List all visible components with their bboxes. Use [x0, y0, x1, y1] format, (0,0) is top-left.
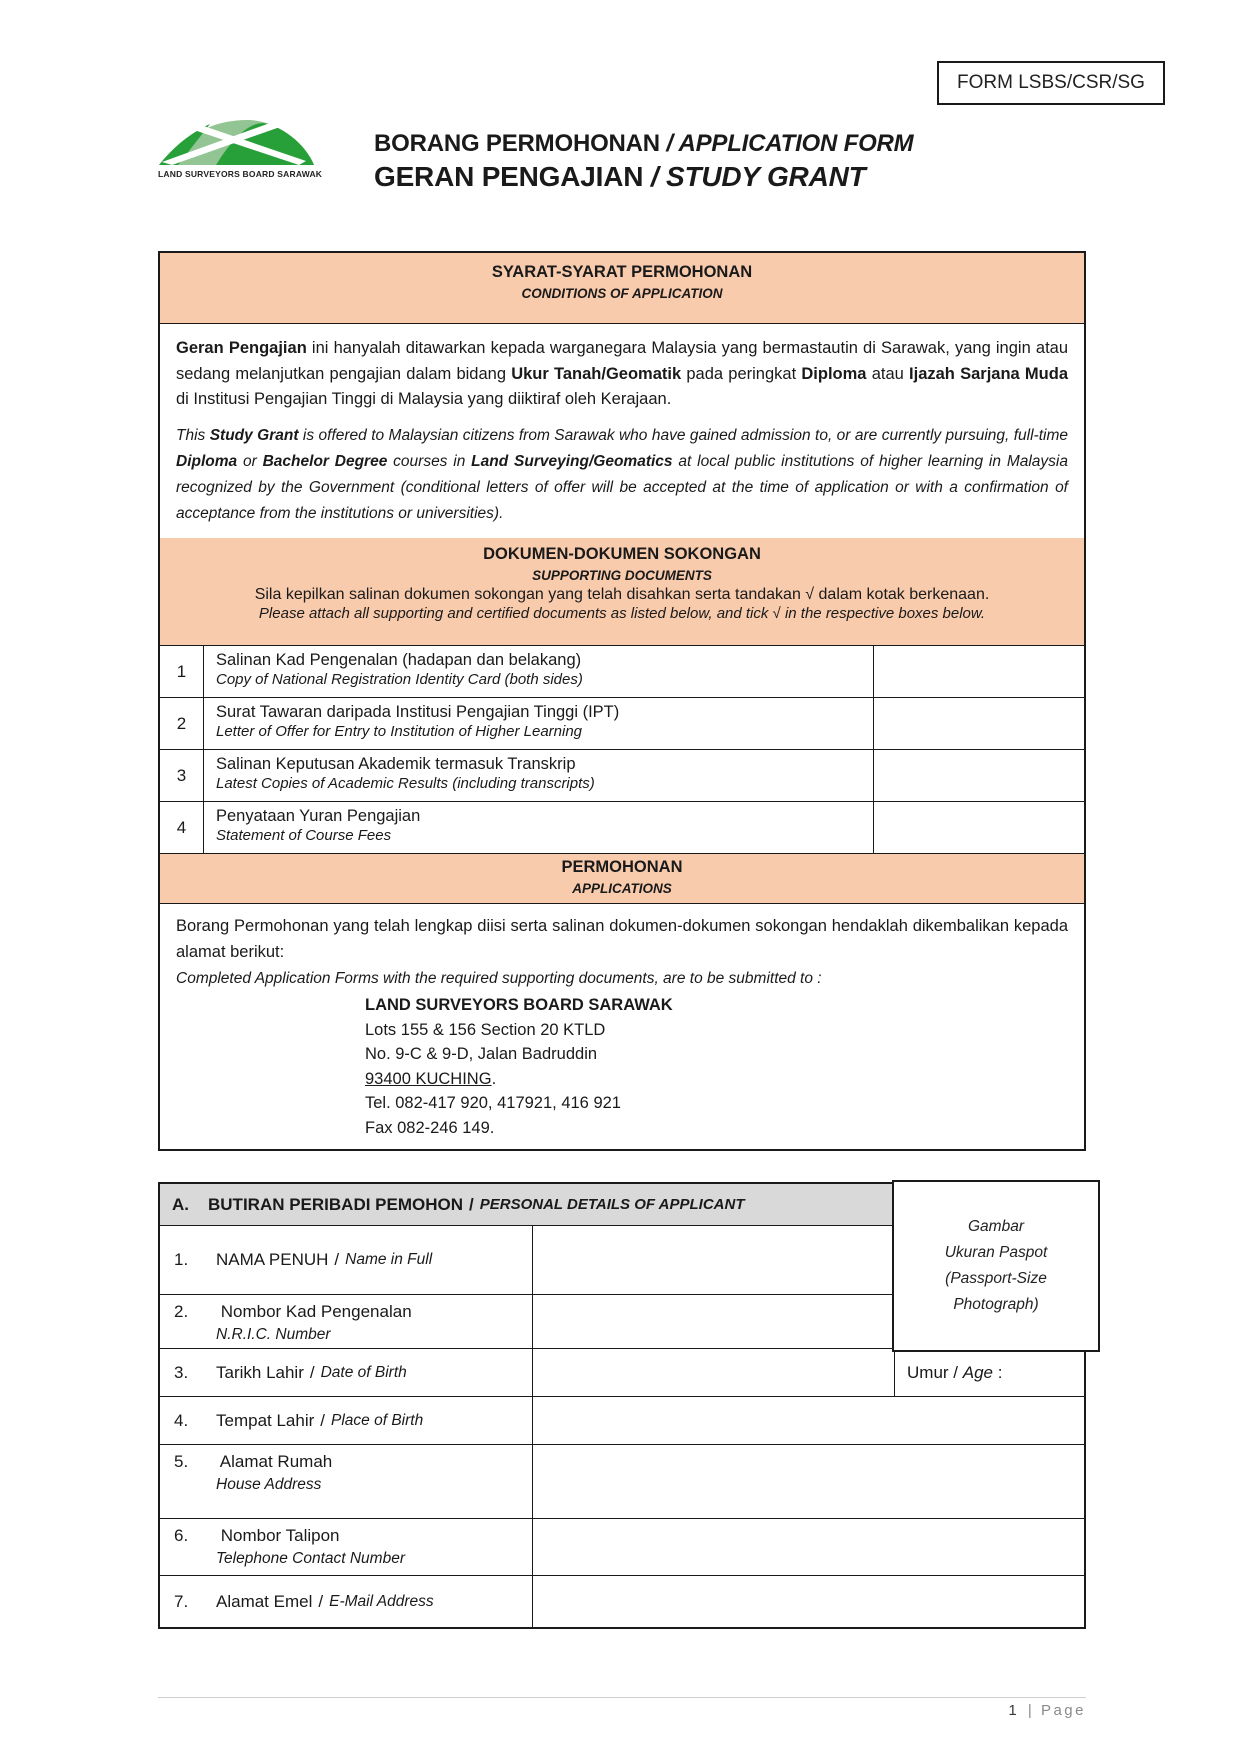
- document-title-en: Latest Copies of Academic Results (including transcripts): [216, 775, 595, 792]
- document-number: 4: [160, 802, 204, 853]
- address-line1: Lots 155 & 156 Section 20 KTLD: [365, 1020, 606, 1039]
- conditions-body: [160, 324, 1084, 538]
- conditions-header-my: SYARAT-SYARAT PERMOHONAN: [491, 263, 753, 281]
- form-title-line1: BORANG PERMOHONAN / APPLICATION FORM: [374, 130, 914, 157]
- document-title-my: Surat Tawaran daripada Institusi Pengajian Tinggi (IPT): [216, 703, 620, 721]
- field-value-email[interactable]: [533, 1576, 1084, 1627]
- field-label-my: Alamat Emel: [216, 1591, 313, 1611]
- table-row: [160, 1519, 1084, 1576]
- field-number: 2.: [174, 1302, 189, 1321]
- age-cell: [894, 1349, 1084, 1396]
- address-tel: Tel. 082-417 920, 417921, 416 921: [365, 1094, 621, 1112]
- conditions-paragraph-my: Geran Pengajian ini hanyalah ditawarkan kepada warganegara Malaysia yang bermastautin di Sarawak, yang ingin atau sedang melanjutkan pengajian dalam bidang Ukur Tanah/Geomatik pada peringkat Diploma atau Ijazah Sarjana Muda di Institusi Pengajian Tinggi di Malaysia yang diiktiraf oleh Kerajaan.: [176, 339, 1069, 408]
- page-title: [374, 130, 913, 193]
- age-label: Umur / Age :: [907, 1362, 1003, 1382]
- form-code-box: [937, 61, 1165, 105]
- info-table: [158, 251, 1086, 1151]
- lsbs-logo: [158, 116, 323, 179]
- field-number: 4.: [174, 1410, 189, 1430]
- footer: [158, 1702, 1086, 1719]
- photo-box-line: (Passport-Size: [945, 1270, 1047, 1287]
- document-tick-box[interactable]: [874, 646, 1084, 697]
- lsbs-logo-icon: [158, 116, 316, 168]
- field-number: 1.: [174, 1250, 189, 1269]
- address-fax: Fax 082-246 149.: [365, 1118, 495, 1137]
- field-label-my: Nombor Talipon: [220, 1526, 340, 1545]
- table-row: [160, 1349, 1084, 1397]
- table-row: [160, 698, 1084, 750]
- supporting-documents-header: [160, 538, 1084, 646]
- conditions-paragraph-en: This Study Grant is offered to Malaysian citizens from Sarawak who have gained admission to, or are currently pursuing, full-time Diploma or Bachelor Degree courses in Land Surveying/Geomatics at local public institutions of higher learning in Malaysia recognized by the Government (conditional letters of offer will be accepted at the time of application or with a confirmation of acceptance from the institutions or universities).: [176, 426, 1068, 522]
- footer-divider: [158, 1697, 1086, 1698]
- field-label-my: Tempat Lahir: [216, 1410, 315, 1430]
- footer-page-number: 1: [1008, 1702, 1020, 1719]
- field-label-en: N.R.I.C. Number: [216, 1326, 331, 1343]
- applications-header: [160, 854, 1084, 904]
- field-value-dob[interactable]: [533, 1349, 894, 1396]
- address-name: LAND SURVEYORS BOARD SARAWAK: [365, 996, 673, 1014]
- document-title-en: Letter of Offer for Entry to Institution of Higher Learning: [216, 723, 583, 740]
- document-title-en: Statement of Course Fees: [216, 827, 392, 844]
- document-title-en: Copy of National Registration Identity Card (both sides): [216, 671, 583, 688]
- document-tick-box[interactable]: [874, 698, 1084, 749]
- documents-header-en: SUPPORTING DOCUMENTS: [532, 568, 712, 583]
- document-title-my: Salinan Keputusan Akademik termasuk Transkrip: [216, 755, 576, 773]
- address-line2: No. 9-C & 9-D, Jalan Badruddin: [365, 1045, 598, 1063]
- field-label-separator: /: [309, 1362, 315, 1382]
- conditions-header-en: CONDITIONS OF APPLICATION: [521, 286, 723, 301]
- field-value-pob[interactable]: [533, 1397, 1084, 1444]
- field-label-en: Date of Birth: [320, 1363, 407, 1381]
- table-row: [160, 1397, 1084, 1445]
- conditions-header: [160, 253, 1084, 324]
- section-title-my: BUTIRAN PERIBADI PEMOHON: [208, 1194, 464, 1214]
- document-title-my: Penyataan Yuran Pengajian: [216, 807, 421, 825]
- field-label-my: Tarikh Lahir: [216, 1362, 304, 1382]
- form-code: FORM LSBS/CSR/SG: [957, 72, 1145, 93]
- field-label-separator: /: [318, 1591, 324, 1611]
- document-number: 3: [160, 750, 204, 801]
- field-label-my: NAMA PENUH: [216, 1250, 329, 1269]
- applications-header-en: APPLICATIONS: [572, 881, 672, 896]
- field-value-phone[interactable]: [533, 1519, 1084, 1575]
- section-title-en: PERSONAL DETAILS OF APPLICANT: [479, 1196, 745, 1213]
- field-label-en: Place of Birth: [331, 1411, 424, 1429]
- applications-header-my: PERMOHONAN: [561, 858, 683, 876]
- table-row: [160, 1576, 1084, 1627]
- section-letter: A.: [172, 1194, 189, 1214]
- photo-box-line: Ukuran Paspot: [944, 1244, 1048, 1261]
- document-number: 2: [160, 698, 204, 749]
- field-label-en: E-Mail Address: [329, 1592, 434, 1610]
- photo-box-line: Photograph): [953, 1296, 1039, 1313]
- field-label-en: Telephone Contact Number: [216, 1550, 405, 1567]
- document-title-my: Salinan Kad Pengenalan (hadapan dan belakang): [216, 651, 582, 669]
- address-city: 93400 KUCHING.: [365, 1069, 497, 1088]
- document-tick-box[interactable]: [874, 750, 1084, 801]
- applications-body: [160, 904, 1084, 1149]
- photo-box-line: Gambar: [968, 1218, 1024, 1235]
- documents-header-my: DOKUMEN-DOKUMEN SOKONGAN: [483, 545, 761, 563]
- field-label-my: Alamat Rumah: [219, 1452, 333, 1471]
- applications-paragraph-my: Borang Permohonan yang telah lengkap diisi serta salinan dokumen-dokumen sokongan hendaklah dikembalikan kepada alamat berikut:: [176, 917, 1068, 961]
- applications-paragraph-en: Completed Application Forms with the required supporting documents, are to be submitted to :: [176, 970, 822, 987]
- field-label-en: House Address: [216, 1476, 322, 1493]
- logo-caption: LAND SURVEYORS BOARD SARAWAK: [158, 169, 323, 179]
- field-label-separator: /: [334, 1250, 340, 1269]
- field-value-age[interactable]: [1002, 1349, 1084, 1396]
- field-label-separator: /: [320, 1410, 326, 1430]
- section-title-separator: /: [469, 1194, 474, 1214]
- field-label-my: Nombor Kad Pengenalan: [220, 1302, 412, 1321]
- field-number: 3.: [174, 1362, 189, 1382]
- table-row: [160, 750, 1084, 802]
- field-label-en: Name in Full: [345, 1251, 433, 1268]
- footer-page-label: | Page: [1027, 1702, 1086, 1719]
- documents-note-en: Please attach all supporting and certified documents as listed below, and tick √ in the respective boxes below.: [258, 605, 986, 622]
- table-row: [160, 802, 1084, 854]
- form-title-line2: GERAN PENGAJIAN / STUDY GRANT: [374, 161, 866, 192]
- table-row: [160, 646, 1084, 698]
- field-number: 5.: [174, 1452, 189, 1471]
- document-tick-box[interactable]: [874, 802, 1084, 853]
- photo-box[interactable]: [892, 1180, 1100, 1352]
- table-row: [160, 1445, 1084, 1519]
- submission-address: [365, 993, 1068, 1140]
- documents-note-my: Sila kepilkan salinan dokumen sokongan yang telah disahkan serta tandakan √ dalam kotak berkenaan.: [254, 586, 990, 603]
- field-number: 6.: [174, 1526, 189, 1545]
- document-number: 1: [160, 646, 204, 697]
- field-value-address[interactable]: [533, 1445, 1084, 1518]
- field-number: 7.: [174, 1591, 189, 1611]
